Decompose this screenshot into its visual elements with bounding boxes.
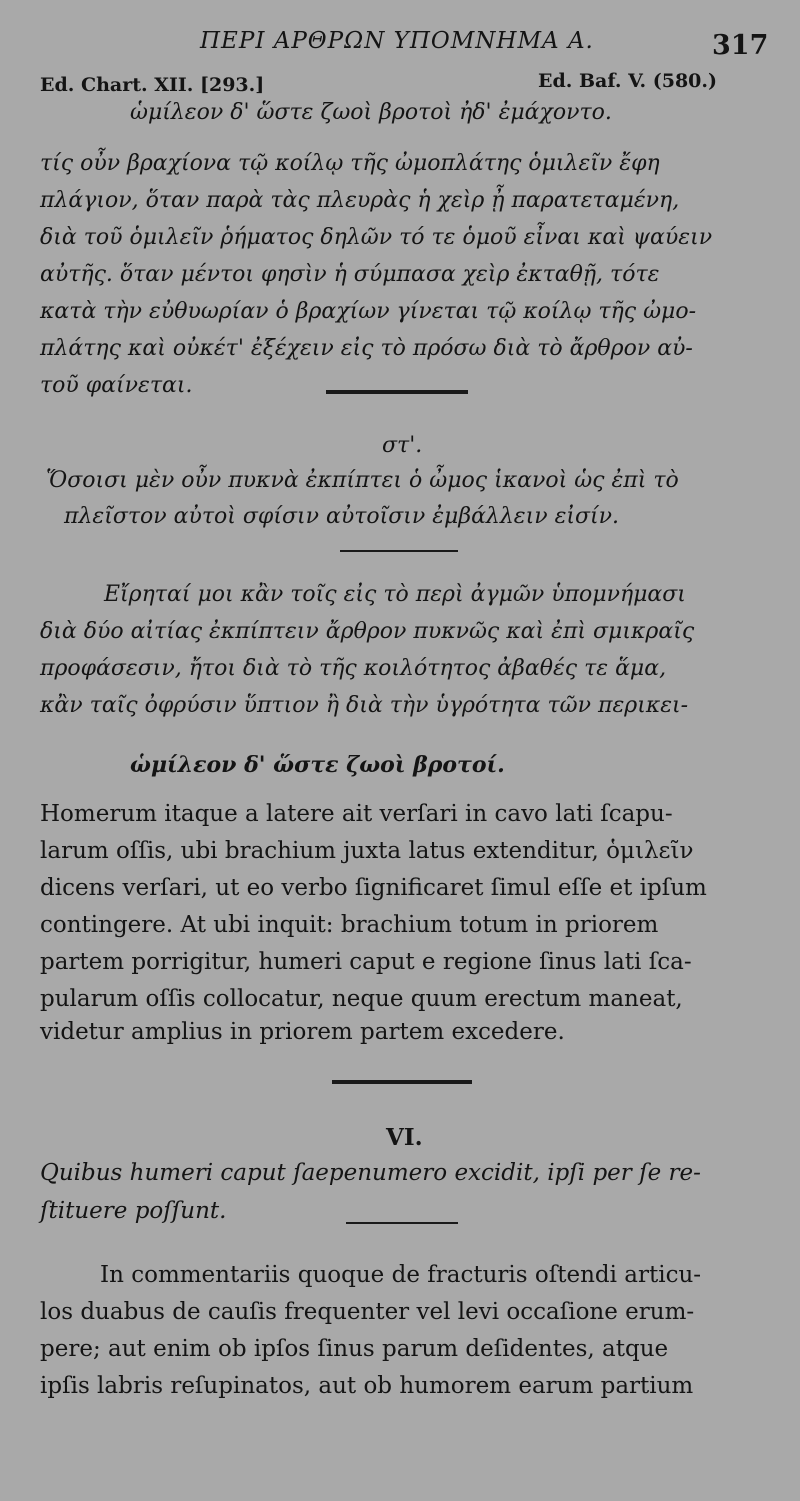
text-line: pularum oſſis collocatur, neque quum erectum maneat, bbox=[40, 986, 683, 1012]
text-line: partem porrigitur, humeri caput e regione ſinus lati ſca- bbox=[40, 949, 692, 975]
latin-quote-line: ὡμίλεον δ' ὥστε ζωοὶ βροτοί. bbox=[130, 752, 505, 778]
section-divider bbox=[346, 1222, 458, 1224]
text-line: προφάσεσιν, ἤτοι διὰ τὸ τῆς κοιλότητος ἀβαθές τε ἅμα, bbox=[40, 656, 667, 681]
section-divider bbox=[340, 550, 458, 552]
text-line: κἂν ταῖς ὀφρύσιν ὕπτιον ἢ διὰ τὴν ὑγρότητα τῶν περικει- bbox=[40, 693, 689, 718]
text-line: ipſis labris reſupinatos, aut ob humorem earum partium bbox=[40, 1373, 694, 1399]
text-line: Εἴρηταί μοι κἂν τοῖς εἰς τὸ περὶ ἀγμῶν ὑπομνήμασι bbox=[104, 582, 686, 607]
edition-reference-left: Ed. Chart. XII. [293.] bbox=[40, 74, 265, 96]
text-line: πλάγιον, ὅταν παρὰ τὰς πλευρὰς ἡ χεὶρ ᾖ παρατεταμένη, bbox=[40, 188, 680, 213]
section-divider bbox=[326, 390, 468, 394]
edition-reference-right: Ed. Baf. V. (580.) bbox=[538, 70, 717, 92]
greek-section-number: στ'. bbox=[382, 433, 423, 458]
text-line: διὰ δύο αἰτίας ἐκπίπτειν ἄρθρον πυκνῶς καὶ ἐπὶ σμικραῖς bbox=[40, 619, 695, 644]
text-line: κατὰ τὴν εὐθυωρίαν ὁ βραχίων γίνεται τῷ κοίλῳ τῆς ὠμο- bbox=[40, 299, 697, 324]
greek-lemma-line: πλεῖστον αὐτοὶ σφίσιν αὐτοῖσιν ἐμβάλλειν εἰσίν. bbox=[64, 504, 620, 529]
latin-lemma-line: ſtituere poſſunt. bbox=[40, 1198, 227, 1224]
latin-section-number: VI. bbox=[386, 1124, 423, 1151]
text-line: dicens verſari, ut eo verbo ſignificaret ſimul eſſe et ipſum bbox=[40, 875, 707, 901]
running-title: ΠΕΡΙ ΑΡΘΡΩΝ ΥΠΟΜΝΗΜΑ Α. bbox=[200, 28, 594, 54]
text-line: videtur amplius in priorem partem excedere. bbox=[40, 1019, 565, 1045]
section-divider bbox=[332, 1080, 472, 1084]
text-line: πλάτης καὶ οὐκέτ' ἐξέχειν εἰς τὸ πρόσω διὰ τὸ ἄρθρον αὐ- bbox=[40, 336, 693, 361]
text-line: τοῦ φαίνεται. bbox=[40, 373, 193, 398]
text-line: τίς οὖν βραχίονα τῷ κοίλῳ τῆς ὠμοπλάτης ὁμιλεῖν ἔφη bbox=[40, 151, 660, 176]
latin-lemma-line: Quibus humeri caput ſaepenumero excidit, ipſi per ſe re- bbox=[40, 1160, 701, 1186]
page-number: 317 bbox=[712, 30, 769, 61]
text-line: los duabus de cauſis frequenter vel levi occaſione erum- bbox=[40, 1299, 695, 1325]
text-line: In commentariis quoque de fracturis oſtendi articu- bbox=[100, 1262, 702, 1288]
text-line: contingere. At ubi inquit: brachium totum in priorem bbox=[40, 912, 659, 938]
text-line: διὰ τοῦ ὁμιλεῖν ῥήματος δηλῶν τό τε ὁμοῦ εἶναι καὶ ψαύειν bbox=[40, 225, 713, 250]
text-line: ὡμίλεον δ' ὥστε ζωοὶ βροτοὶ ἠδ' ἐμάχοντο. bbox=[130, 100, 612, 125]
text-line: Homerum itaque a latere ait verſari in cavo lati ſcapu- bbox=[40, 801, 673, 827]
text-line: larum oſſis, ubi brachium juxta latus extenditur, ὁμιλεῖν bbox=[40, 838, 694, 864]
text-line: αὐτῆς. ὅταν μέντοι φησὶν ἡ σύμπασα χεὶρ ἐκταθῇ, τότε bbox=[40, 262, 660, 287]
greek-lemma-line: Ὅσοισι μὲν οὖν πυκνὰ ἐκπίπτει ὁ ὦμος ἱκανοὶ ὡς ἐπὶ τὸ bbox=[46, 468, 679, 493]
text-line: pere; aut enim ob ipſos ſinus parum deſidentes, atque bbox=[40, 1336, 669, 1362]
